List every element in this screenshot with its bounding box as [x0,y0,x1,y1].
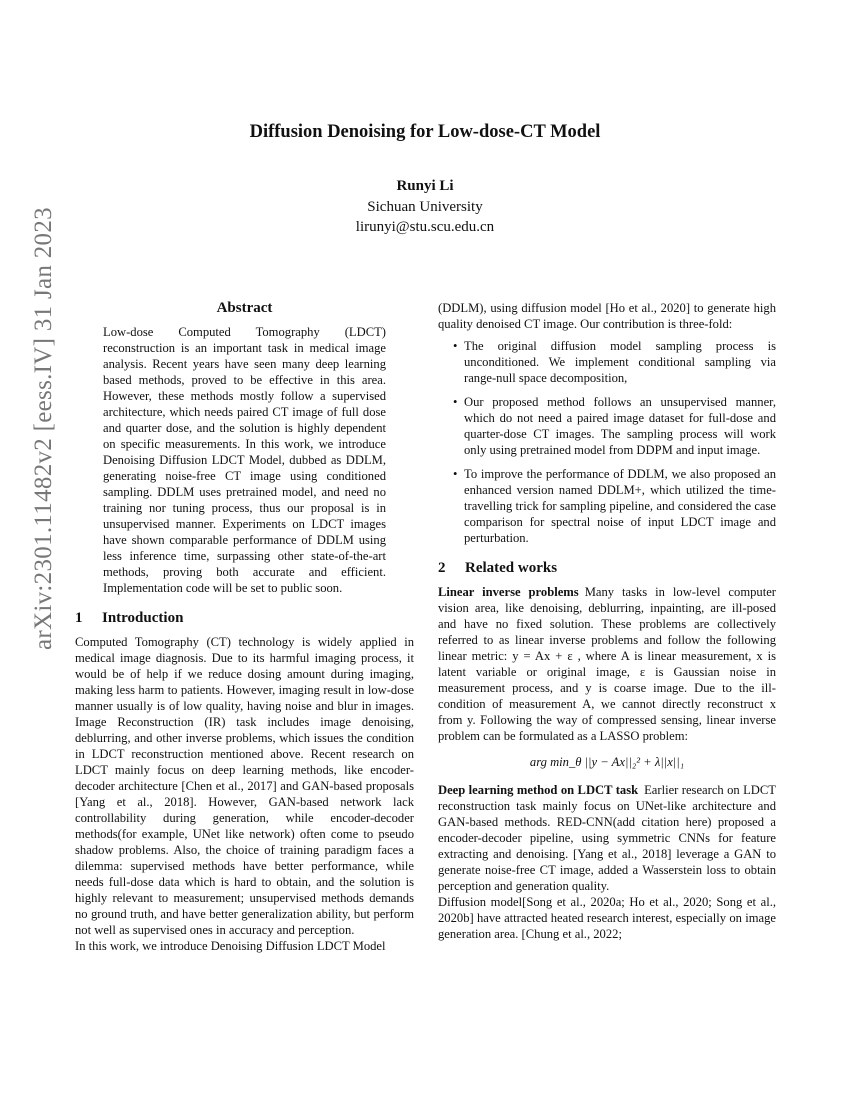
left-column [75,300,414,954]
author-name: Runyi Li [396,178,454,194]
paragraph-heading: Deep learning method on LDCT task [438,783,639,797]
contribution-text: Our proposed method follows an unsupervised manner, which do not need a paired image dataset for full-dose and quarter-dose CT images. The sampling process will work only using pretrained model from DDPM and input image. [464,395,776,457]
contribution-text: To improve the performance of DDLM, we also proposed an enhanced version named DDLM+, which utilized the time-travelling trick for sampling pipeline, and considered the case comparison for spectral noise of input LDCT image and perturbation. [464,467,776,545]
intro-paragraph-2: In this work, we introduce Denoising Diffusion LDCT Model [75,939,386,953]
intro-paragraph-2-continued: (DDLM), using diffusion model [Ho et al., 2020] to generate high quality denoised CT image. Our contribution is three-fold: [438,301,776,331]
section-number: 2 [438,560,446,576]
contribution-text: The original diffusion model sampling process is unconditioned. We implement conditional sampling via range-null space decomposition, [464,339,776,385]
deep-learning-paragraph [438,782,776,894]
section-number: 1 [75,610,83,626]
paragraph-heading: Linear inverse problems [438,585,579,599]
list-item [438,466,776,546]
bullet-icon: • [453,395,458,409]
section-title: Related works [465,560,558,576]
lasso-equation: arg min_θ ||y − Ax||₂² + λ||x||₁ [529,755,685,769]
abstract-body [103,324,386,596]
author-email: lirunyi@stu.scu.edu.cn [355,219,495,235]
section-title: Introduction [102,610,184,626]
paper-title: Diffusion Denoising for Low-dose-CT Model [249,122,601,142]
bullet-icon: • [453,467,458,481]
abstract-heading: Abstract [216,300,273,316]
linear-inverse-paragraph [438,584,776,744]
diffusion-paragraph: Diffusion model[Song et al., 2020a; Ho et al., 2020; Song et al., 2020b] have attracted heated research interest, especially on image generation area. [Chung et al., 2022; [438,895,776,941]
bullet-icon: • [453,339,458,353]
section-heading-introduction [75,610,414,626]
intro-paragraph-1: Computed Tomography (CT) technology is widely applied in medical image diagnosis. Due to its harmful imaging process, it would be of help if we reduce dosing amount during imaging, making less harm to patients. However, imaging result in low-dose manner usually is of low quality, having noise and blur in images. Image Reconstruction (IR) task includes image denoising, deblurring, and other inverse problems, which issues the condition in LDCT reconstruction mentioned above. Recent research on LDCT mainly focus on deep learning methods, like encoder-decoder architecture [Chen et al., 2017] and GAN-based proposals [Yang et al., 2018]. However, GAN-based network lack controllability during generation, while encoder-decoder methods(for example, UNet like network) often come to pseudo shadow problems. Also, the choice of training paradigm faces a dilemma: supervised methods have better performance, while needs full-dose data which is hard to obtain, and the solution is highly relevant to measurement; unsupervised methods demands no ground truth, and have better generalization ability, but perform not well as supervised ones in accuracy and perception. [75,635,414,937]
section-heading-related-works [438,560,776,576]
list-item [438,338,776,386]
contribution-list [438,338,776,546]
paragraph-text: Earlier research on LDCT reconstruction task mainly focus on UNet-like architecture and GAN-based methods. RED-CNN(add citation here) proposed a encoder-decoder pipeline, using symmetric CNNs for feature extracting and denoising. [Yang et al., 2018] leverage a GAN to generate noise-free CT image, added a Wasserstein loss to obtain perception and generation quality. [438,783,776,893]
arxiv-identifier-stamp: arXiv:2301.11482v2 [eess.IV] 31 Jan 2023 [30,207,57,650]
author-affiliation: Sichuan University [367,199,483,215]
right-column [438,300,776,942]
paragraph-text: Many tasks in low-level computer vision area, like denoising, deblurring, inpainting, are ill-posed and have no fixed solution. These problems are collectively referred to as linear inverse problems and follow the following linear metric: y = Ax + ε , where A is linear measurement, x is latent variable or original image, ε is Gaussian noise in measurement process, and y is coarse image. Due to the ill-condition of measurement A, we cannot directly reconstruct x from y. Following the way of compressed sensing, linear inverse problem can be formulated as a LASSO problem: [438,585,776,743]
list-item [438,394,776,458]
abstract-text: Low-dose Computed Tomography (LDCT) reconstruction is an important task in medical image analysis. Recent years have seen many deep learning based methods, proved to be effective in this area. However, these methods mostly follow a supervised architecture, which needs paired CT image of full dose and quarter dose, and the solution is highly dependent on specific measurements. In this work, we introduce Denoising Diffusion LDCT Model, dubbed as DDLM, generating noise-free CT image using conditioned sampling. DDLM uses pretrained model, and need no training nor tuning process, thus our proposal is in unsupervised manner. Experiments on LDCT images have shown comparable performance of DDLM using less inference time, surpassing other state-of-the-art methods, proving both accurate and efficient. Implementation code will be set to public soon. [103,325,386,595]
